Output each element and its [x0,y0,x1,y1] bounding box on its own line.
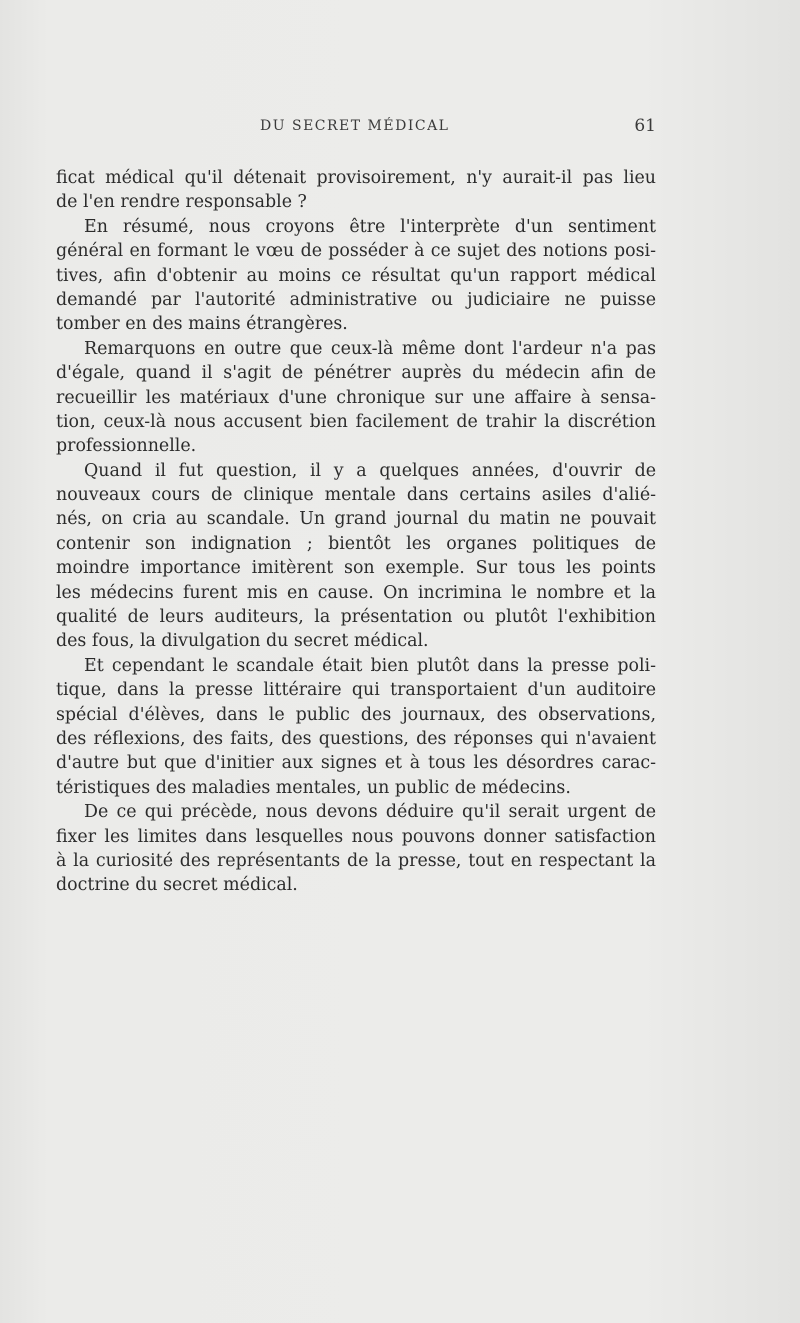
text-line: spécial d'élèves, dans le public des journaux, des observations, [56,704,656,725]
text-line: les médecins furent mis en cause. On incrimina le nombre et la [56,582,656,603]
text-line: tomber en des mains étrangères. [56,314,348,335]
text-line: qualité de leurs auditeurs, la présentation ou plutôt l'exhibition [56,607,656,628]
text-line: Quand il fut question, il y a quelques années, d'ouvrir de [84,460,656,481]
text-line: moindre importance imitèrent son exemple. Sur tous les points [56,558,656,579]
text-line: d'égale, quand il s'agit de pénétrer auprès du médecin afin de [56,363,656,384]
text-line: recueillir les matériaux d'une chronique sur une affaire à sensa- [56,387,656,408]
text-line: d'autre but que d'initier aux signes et à tous les désordres carac- [56,753,656,774]
text-line: De ce qui précède, nous devons déduire qu'il serait urgent de [84,802,656,823]
text-line: des fous, la divulgation du secret médical. [56,631,429,652]
text-line: tion, ceux-là nous accusent bien facilement de trahir la discrétion [56,411,656,432]
text-line: téristiques des maladies mentales, un public de médecins. [56,777,571,798]
text-line: nouveaux cours de clinique mentale dans certains asiles d'alié- [56,485,656,506]
text-line: professionnelle. [56,436,197,457]
text-line: général en formant le vœu de posséder à ce sujet des notions posi- [56,241,656,262]
text-line: tique, dans la presse littéraire qui transportaient d'un auditoire [56,680,656,701]
page-number: 61 [634,116,656,136]
text-line: Remarquons en outre que ceux-là même dont l'ardeur n'a pas [84,338,656,359]
text-line: doctrine du secret médical. [56,875,298,896]
running-head: DU SECRET MÉDICAL [260,118,450,134]
text-line: de l'en rendre responsable ? [56,192,307,213]
text-line: ficat médical qu'il détenait provisoirement, n'y aurait-il pas lieu [56,168,656,188]
text-line: tives, afin d'obtenir au moins ce résultat qu'un rapport médical [56,265,656,286]
text-line: demandé par l'autorité administrative ou judiciaire ne puisse [56,289,656,310]
body-text [56,166,656,898]
text-line: En résumé, nous croyons être l'interprète d'un sentiment [84,216,656,237]
text-line: nés, on cria au scandale. Un grand journal du matin ne pouvait [56,509,656,530]
text-line: à la curiosité des représentants de la presse, tout en respectant la [56,850,656,871]
page-header [56,116,656,140]
text-line: fixer les limites dans lesquelles nous pouvons donner satisfaction [56,826,656,847]
text-line: Et cependant le scandale était bien plutôt dans la presse poli- [84,655,656,676]
text-line: contenir son indignation ; bientôt les organes politiques de [56,533,656,554]
text-line: des réflexions, des faits, des questions, des réponses qui n'avaient [56,728,656,749]
